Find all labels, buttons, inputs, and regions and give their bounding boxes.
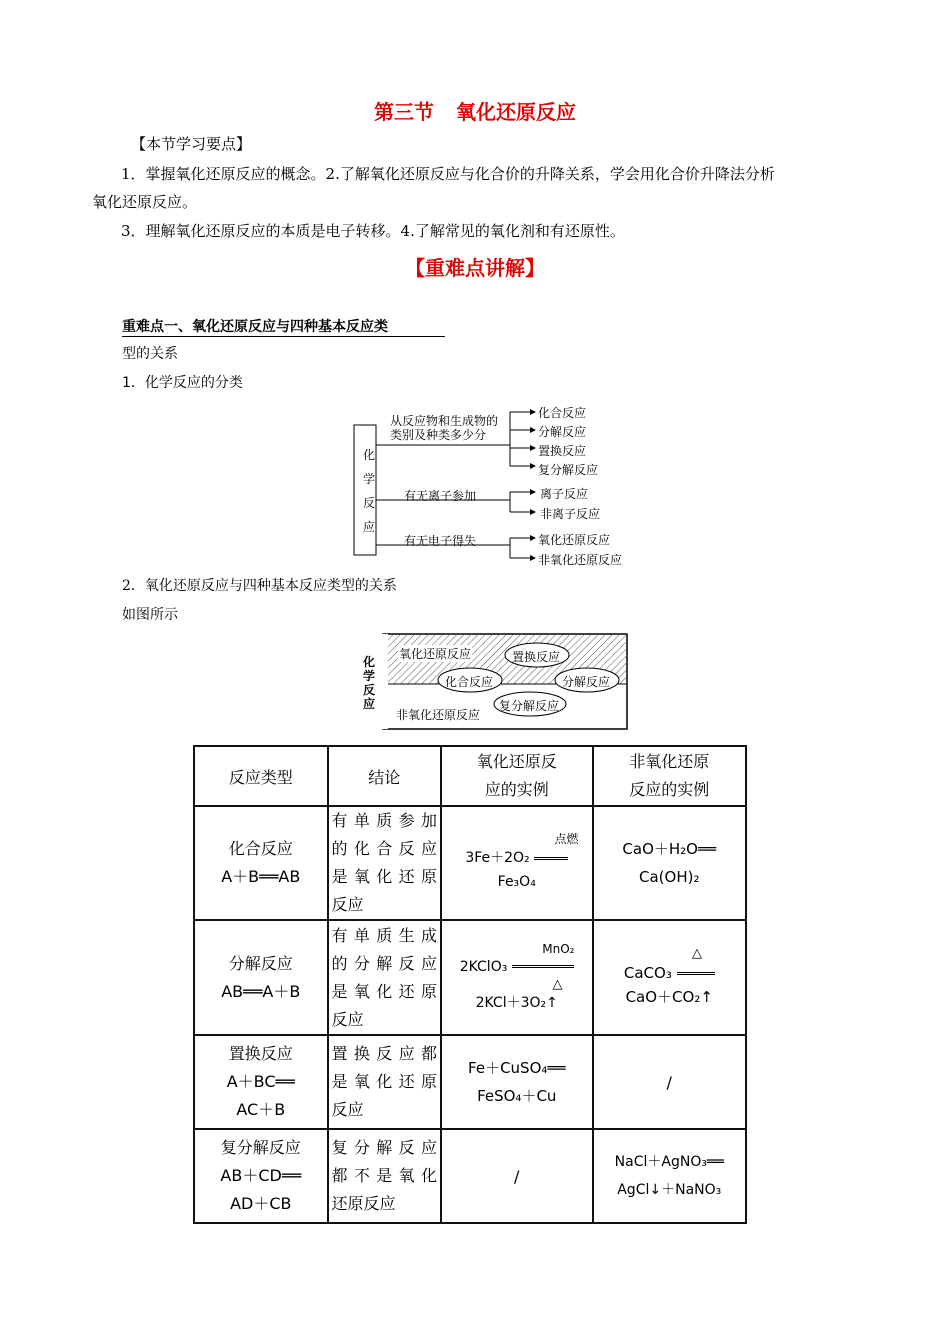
row2-non-redox: △ CaCO₃ CaO＋CO₂↑: [593, 920, 747, 1035]
item-ionic: 离子反应: [540, 487, 589, 501]
row2-redox: MnO₂ 2KClO₃ △ 2KCl＋3O₂↑: [441, 920, 593, 1035]
row3-non-redox: /: [593, 1035, 747, 1129]
item-double-decomp: 复分解反应: [538, 463, 599, 477]
venn-combination-label: 化合反应: [445, 675, 494, 689]
point1-sub1: 1．化学反应的分类: [122, 375, 243, 391]
table-row: [194, 920, 746, 1035]
table-row: [194, 806, 746, 920]
row4-non-redox: NaCl＋AgNO₃══ AgCl↓＋NaNO₃: [593, 1129, 747, 1223]
header-non-redox: 非氧化还原 反应的实例: [593, 746, 747, 806]
row4-conclusion: 复分解反应 都不是氧化 还原反应: [328, 1129, 441, 1223]
study-point-line-2: 氧化还原反应。: [92, 193, 198, 211]
branch3-label: 有无电子得失: [404, 534, 477, 548]
diagram-root: 化 学 反 应: [362, 448, 375, 534]
row3-conclusion: 置换反应都 是氧化还原 反应: [328, 1035, 441, 1129]
row3-redox: Fe＋CuSO₄══ FeSO₄＋Cu: [441, 1035, 593, 1129]
venn-decomposition-label: 分解反应: [562, 675, 611, 689]
section-heading: 【重难点讲解】: [405, 256, 545, 280]
venn-double-decomp-label: 复分解反应: [499, 699, 560, 713]
item-redox: 氧化还原反应: [538, 533, 611, 547]
row1-conclusion: 有单质参加 的化合反应 是氧化还原 反应: [328, 806, 441, 920]
row1-redox: 点燃 3Fe＋2O₂ Fe₃O₄: [441, 806, 593, 920]
branch1-label-b: 类别及种类多少分: [390, 428, 487, 442]
point1-title-b: 型的关系: [122, 346, 178, 362]
study-point-line-3: 3．理解氧化还原反应的本质是电子转移。4.了解常见的氧化剂和有还原性。: [121, 222, 625, 240]
point1-sub2: 2．氧化还原反应与四种基本反应类型的关系: [122, 578, 397, 594]
item-non-redox: 非氧化还原反应: [538, 553, 623, 567]
venn-displacement-label: 置换反应: [512, 650, 561, 664]
study-points-label: 【本节学习要点】: [131, 135, 252, 153]
item-decomposition: 分解反应: [538, 425, 587, 439]
table-row: [194, 1129, 746, 1223]
header-type: 反应类型: [194, 746, 328, 806]
underline: [122, 336, 445, 337]
row1-type: 化合反应 A＋B══AB: [194, 806, 328, 920]
table-header-row: [194, 746, 746, 806]
row1-non-redox: CaO＋H₂O══ Ca(OH)₂: [593, 806, 747, 920]
page-title: 第三节 氧化还原反应: [374, 100, 576, 124]
point1-title-a: 重难点一、氧化还原反应与四种基本反应类: [122, 319, 388, 335]
reaction-table: [193, 745, 747, 1224]
row4-type: 复分解反应 AB＋CD══ AD＋CB: [194, 1129, 328, 1223]
row2-type: 分解反应 AB══A＋B: [194, 920, 328, 1035]
venn-redox-label: 氧化还原反应: [399, 647, 472, 661]
row3-type: 置换反应 A＋BC══ AC＋B: [194, 1035, 328, 1129]
branch1-label-a: 从反应物和生成物的: [390, 414, 499, 428]
item-non-ionic: 非离子反应: [540, 507, 601, 521]
branch2-label: 有无离子参加: [404, 489, 477, 503]
row2-conclusion: 有单质生成 的分解反应 是氧化还原 反应: [328, 920, 441, 1035]
item-displacement: 置换反应: [538, 444, 587, 458]
study-point-line-1: 1．掌握氧化还原反应的概念。2.了解氧化还原反应与化合价的升降关系，学会用化合价升降法分析: [121, 165, 775, 183]
table-row: [194, 1035, 746, 1129]
row4-redox: /: [441, 1129, 593, 1223]
header-conclusion: 结论: [328, 746, 441, 806]
as-shown: 如图所示: [122, 607, 178, 623]
item-combination: 化合反应: [538, 406, 587, 420]
venn-non-redox-label: 非氧化还原反应: [396, 708, 481, 722]
header-redox: 氧化还原反 应的实例: [441, 746, 593, 806]
venn-side-label: 化 学 反 应: [362, 655, 375, 711]
